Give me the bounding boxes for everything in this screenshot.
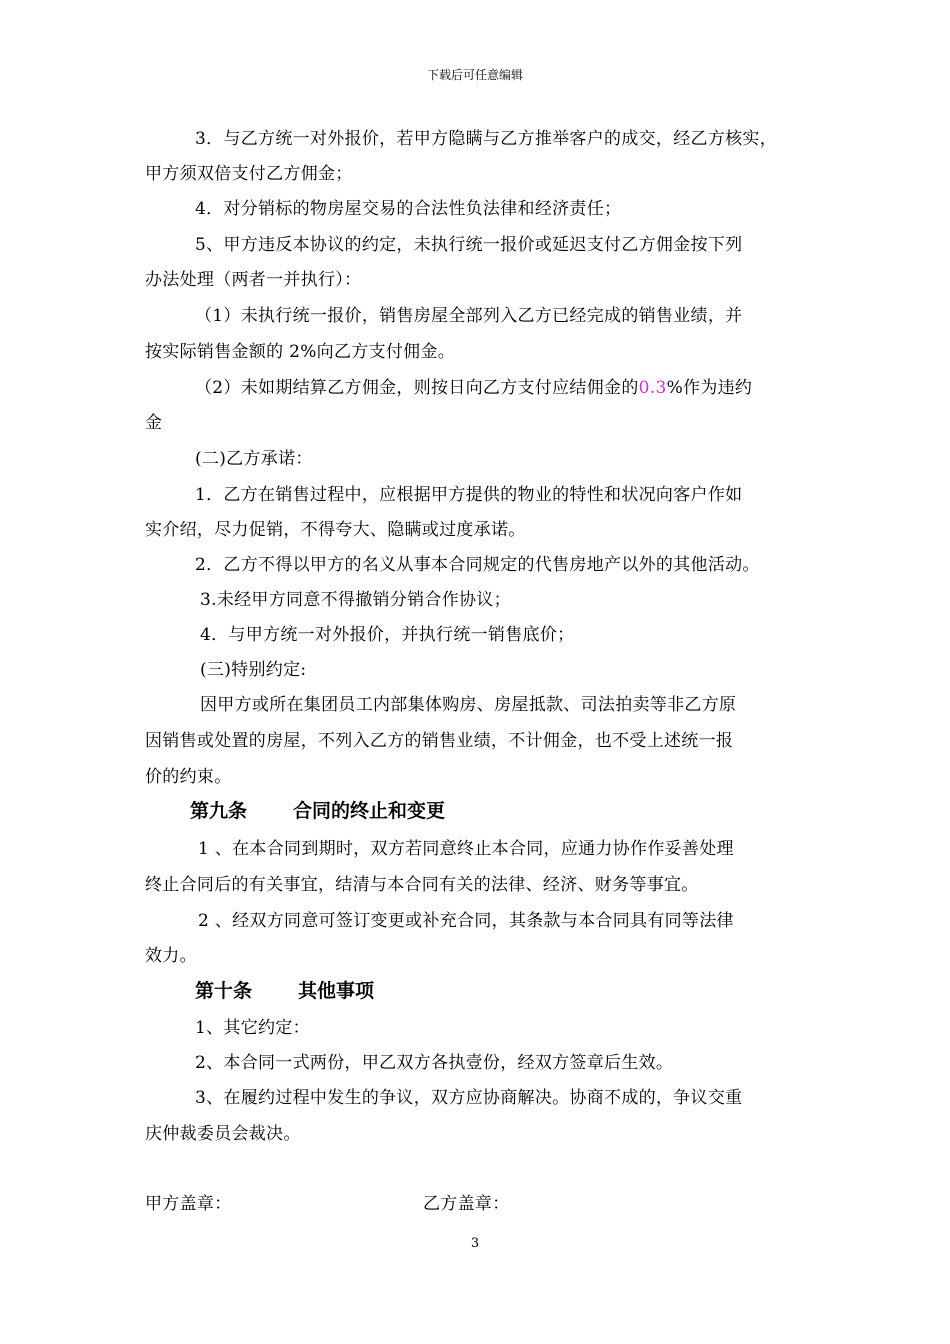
clause-a5-1-line2: 按实际销售金额的 2%向乙方支付佣金。 bbox=[145, 342, 456, 362]
clause-a5-2-line2: 金 bbox=[145, 413, 163, 433]
clause-a5-2-line1 bbox=[195, 378, 752, 398]
section-b-heading: (二)乙方承诺： bbox=[195, 449, 313, 469]
article-10-title: 其他事项 bbox=[298, 980, 375, 1002]
section-c-heading: (三)特别约定: bbox=[200, 660, 307, 680]
clause-b1-line2: 实介绍，尽力促销，不得夸大、隐瞒或过度承诺。 bbox=[145, 520, 526, 540]
article-9-title: 合同的终止和变更 bbox=[293, 800, 446, 822]
clause-b3: 3.未经甲方同意不得撤销分销合作协议； bbox=[200, 590, 511, 610]
penalty-rate: 0.3 bbox=[638, 378, 667, 398]
clause-b4: 4．与甲方统一对外报价，并执行统一销售底价； bbox=[200, 625, 575, 645]
party-a-seal-label: 甲方盖章： bbox=[145, 1194, 232, 1214]
article-9-clause1-line1: 1 、在本合同到期时，双方若同意终止本合同，应通力协作作妥善处理 bbox=[198, 839, 734, 859]
article-10-clause1: 1、其它约定： bbox=[195, 1018, 310, 1038]
clause-a4: 4．对分销标的物房屋交易的合法性负法律和经济责任； bbox=[195, 199, 622, 219]
clause-c-line1: 因甲方或所在集团员工内部集体购房、房屋抵款、司法拍卖等非乙方原 bbox=[200, 695, 737, 715]
clause-b2: 2．乙方不得以甲方的名义从事本合同规定的代售房地产以外的其他活动。 bbox=[195, 555, 760, 575]
clause-c-line3: 价的约束。 bbox=[145, 767, 232, 787]
header-note: 下载后可任意编辑 bbox=[426, 68, 523, 82]
article-9-number: 第九条 bbox=[190, 800, 248, 822]
clause-a5-line2: 办法处理（两者一并执行）： bbox=[145, 270, 362, 290]
article-10-clause3-line1: 3、在履约过程中发生的争议，双方应协商解决。协商不成的，争议交重 bbox=[195, 1088, 743, 1108]
article-10-clause2: 2、本合同一式两份，甲乙双方各执壹份，经双方签章后生效。 bbox=[195, 1053, 674, 1073]
article-10-heading bbox=[195, 980, 374, 1002]
clause-a5-1-line1: （1）未执行统一报价，销售房屋全部列入乙方已经完成的销售业绩，并 bbox=[195, 306, 743, 326]
party-b-seal-label: 乙方盖章： bbox=[423, 1194, 510, 1214]
clause-a5-2-text-post: %作为违约 bbox=[666, 378, 753, 398]
clause-a3-line1: 3．与乙方统一对外报价，若甲方隐瞒与乙方推举客户的成交，经乙方核实， bbox=[195, 129, 778, 149]
page-number: 3 bbox=[470, 1236, 480, 1251]
clause-a5-line1: 5、甲方违反本协议的约定，未执行统一报价或延迟支付乙方佣金按下列 bbox=[195, 235, 743, 255]
article-10-number: 第十条 bbox=[195, 980, 253, 1002]
clause-b1-line1: 1．乙方在销售过程中，应根据甲方提供的物业的特性和状况向客户作如 bbox=[195, 485, 743, 505]
clause-c-line2: 因销售或处置的房屋，不列入乙方的销售业绩，不计佣金，也不受上述统一报 bbox=[145, 731, 734, 751]
clause-a5-2-text-pre: （2）未如期结算乙方佣金，则按日向乙方支付应结佣金的 bbox=[195, 378, 639, 398]
article-10-clause3-line2: 庆仲裁委员会裁决。 bbox=[145, 1124, 301, 1144]
article-9-clause1-line2: 终止合同后的有关事宜，结清与本合同有关的法律、经济、财务等事宜。 bbox=[145, 875, 699, 895]
clause-a3-line2: 甲方须双倍支付乙方佣金； bbox=[145, 164, 353, 184]
article-9-clause2-line1: 2 、经双方同意可签订变更或补充合同，其条款与本合同具有同等法律 bbox=[198, 911, 734, 931]
article-9-heading bbox=[190, 800, 445, 822]
article-9-clause2-line2: 效力。 bbox=[145, 946, 197, 966]
